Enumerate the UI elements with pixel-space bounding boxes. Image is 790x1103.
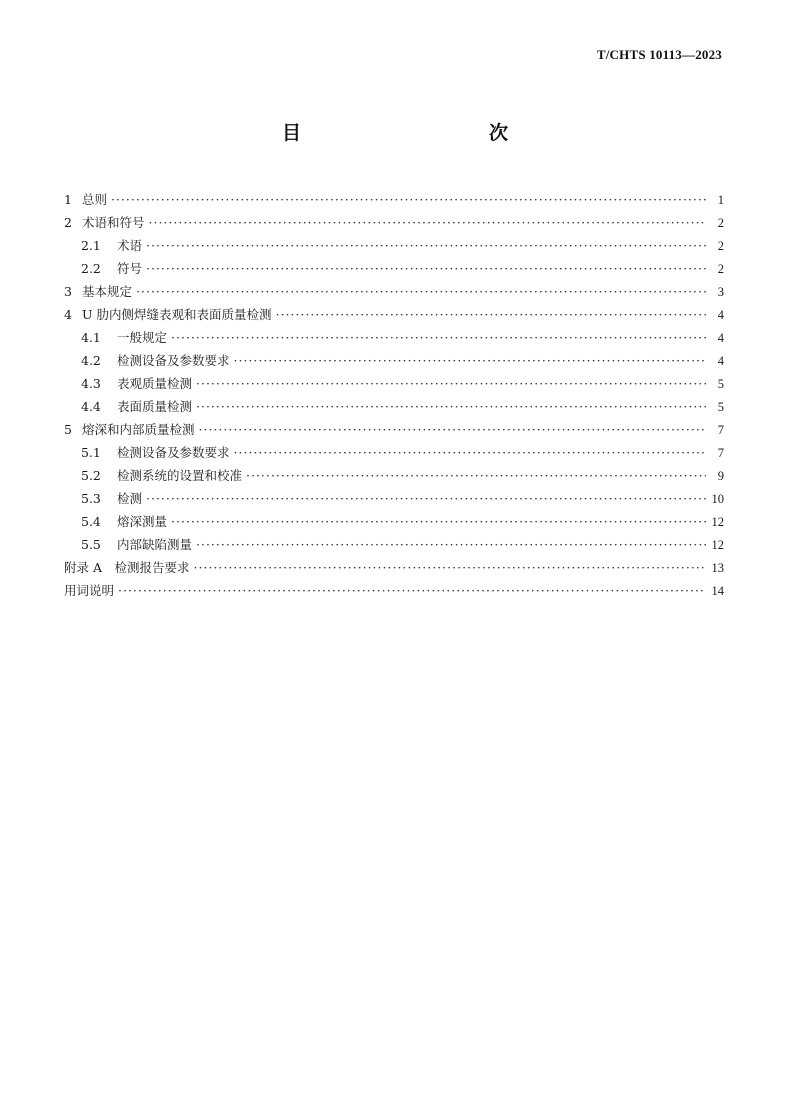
- toc-entry-text: 基本规定: [82, 284, 133, 299]
- toc-page-number: 7: [717, 446, 724, 460]
- toc-entry-label: [81, 349, 230, 372]
- toc-entry-text: 检测系统的设置和校准: [117, 468, 243, 483]
- toc-page-number: 5: [717, 377, 724, 391]
- toc-entry-label: [81, 510, 167, 533]
- toc-entry-number: 1: [64, 192, 72, 207]
- toc-entry-number: 5.1: [81, 445, 101, 460]
- toc-entry-text: U 肋内侧焊缝表观和表面质量检测: [82, 307, 272, 322]
- standard-code: T/CHTS 10113—2023: [596, 47, 722, 62]
- toc-page-number: 4: [717, 331, 724, 345]
- toc-entry-label: [64, 280, 132, 303]
- toc-entry[interactable]: [64, 510, 724, 533]
- toc-entry[interactable]: [64, 556, 724, 579]
- toc-entry-label: [64, 556, 190, 579]
- toc-entry-label: [64, 303, 272, 326]
- toc-dot-leader: [111, 188, 706, 211]
- toc-page-number: 13: [711, 561, 724, 575]
- toc-entry-text: 术语和符号: [82, 215, 145, 230]
- toc-entry[interactable]: [64, 326, 724, 349]
- toc-entry[interactable]: [64, 441, 724, 464]
- toc-entry[interactable]: [64, 464, 724, 487]
- toc-entry-number: 5.2: [81, 468, 101, 483]
- toc-page-number: 9: [717, 469, 724, 483]
- toc-dot-leader: [146, 257, 706, 280]
- toc-entry-text: 符号: [117, 261, 143, 276]
- toc-entry-label: [81, 533, 192, 556]
- toc-dot-leader: [276, 303, 706, 326]
- toc-entry-text: 术语: [117, 238, 143, 253]
- toc-entry-number: 4.3: [81, 376, 101, 391]
- toc-entry-label: [64, 579, 114, 602]
- toc-entry[interactable]: [64, 372, 724, 395]
- toc-page-number: 2: [717, 216, 724, 230]
- toc-dot-leader: [171, 326, 706, 349]
- toc-entry-number: 5: [64, 422, 72, 437]
- toc-entry-number: 2: [64, 215, 72, 230]
- page-title: 目 次: [281, 122, 558, 144]
- toc-entry-label: [81, 326, 167, 349]
- toc-entry-label: [81, 441, 230, 464]
- toc-dot-leader: [171, 510, 705, 533]
- toc-page-number: 4: [717, 308, 724, 322]
- toc-page-number: 1: [717, 193, 724, 207]
- toc-entry[interactable]: [64, 211, 724, 234]
- toc-entry-label: [64, 418, 195, 441]
- toc-dot-leader: [196, 395, 706, 418]
- toc-dot-leader: [146, 487, 705, 510]
- toc-entry-text: 检测: [117, 491, 143, 506]
- toc-entry[interactable]: [64, 395, 724, 418]
- toc-entry[interactable]: [64, 234, 724, 257]
- toc-entry-label: [81, 372, 192, 395]
- toc-entry-number: 4.4: [81, 399, 101, 414]
- toc-entry-text: 总则: [82, 192, 108, 207]
- toc-page-number: 12: [711, 515, 724, 529]
- toc-entry-number: 4: [64, 307, 72, 322]
- toc-entry-text: 内部缺陷测量: [117, 537, 193, 552]
- toc-entry-number: 2.2: [81, 261, 101, 276]
- toc-page-number: 4: [717, 354, 724, 368]
- toc-entry-text: 一般规定: [117, 330, 168, 345]
- toc-entry-number: 4.2: [81, 353, 101, 368]
- toc-entry-text: 附录 A 检测报告要求: [64, 560, 190, 575]
- toc-entry[interactable]: [64, 487, 724, 510]
- toc-entry[interactable]: [64, 418, 724, 441]
- toc-page-number: 2: [717, 262, 724, 276]
- toc-entry-number: 5.3: [81, 491, 101, 506]
- toc-dot-leader: [136, 280, 706, 303]
- toc-dot-leader: [146, 234, 706, 257]
- toc-entry[interactable]: [64, 188, 724, 211]
- toc-page-number: 3: [717, 285, 724, 299]
- toc-entry-text: 熔深和内部质量检测: [82, 422, 195, 437]
- toc-page-number: 7: [717, 423, 724, 437]
- toc-entry-text: 表观质量检测: [117, 376, 193, 391]
- toc-entry-label: [64, 188, 107, 211]
- table-of-contents: [64, 188, 724, 602]
- toc-page-number: 2: [717, 239, 724, 253]
- toc-entry[interactable]: [64, 303, 724, 326]
- toc-page-number: 10: [711, 492, 724, 506]
- toc-entry-label: [81, 395, 192, 418]
- toc-page-number: 12: [711, 538, 724, 552]
- toc-entry[interactable]: [64, 257, 724, 280]
- toc-entry-text: 检测设备及参数要求: [117, 445, 230, 460]
- toc-dot-leader: [234, 441, 706, 464]
- toc-page-number: 5: [717, 400, 724, 414]
- toc-entry-number: 5.4: [81, 514, 101, 529]
- toc-entry-number: 3: [64, 284, 72, 299]
- toc-dot-leader: [149, 211, 706, 234]
- toc-dot-leader: [118, 579, 705, 602]
- toc-page-number: 14: [711, 584, 724, 598]
- toc-dot-leader: [199, 418, 706, 441]
- toc-entry-label: [81, 234, 142, 257]
- toc-entry-number: 5.5: [81, 537, 101, 552]
- toc-dot-leader: [194, 556, 706, 579]
- toc-dot-leader: [196, 372, 706, 395]
- toc-entry[interactable]: [64, 349, 724, 372]
- toc-dot-leader: [196, 533, 705, 556]
- toc-entry-text: 熔深测量: [117, 514, 168, 529]
- toc-entry-label: [81, 257, 142, 280]
- toc-entry-text: 表面质量检测: [117, 399, 193, 414]
- toc-entry[interactable]: [64, 579, 724, 602]
- toc-entry-text: 检测设备及参数要求: [117, 353, 230, 368]
- toc-entry-label: [64, 211, 145, 234]
- toc-entry-text: 用词说明: [64, 583, 115, 598]
- toc-entry-label: [81, 487, 142, 510]
- toc-entry-number: 4.1: [81, 330, 101, 345]
- toc-entry-number: 2.1: [81, 238, 101, 253]
- toc-entry[interactable]: [64, 280, 724, 303]
- toc-dot-leader: [246, 464, 706, 487]
- toc-entry-label: [81, 464, 242, 487]
- toc-entry[interactable]: [64, 533, 724, 556]
- toc-dot-leader: [234, 349, 706, 372]
